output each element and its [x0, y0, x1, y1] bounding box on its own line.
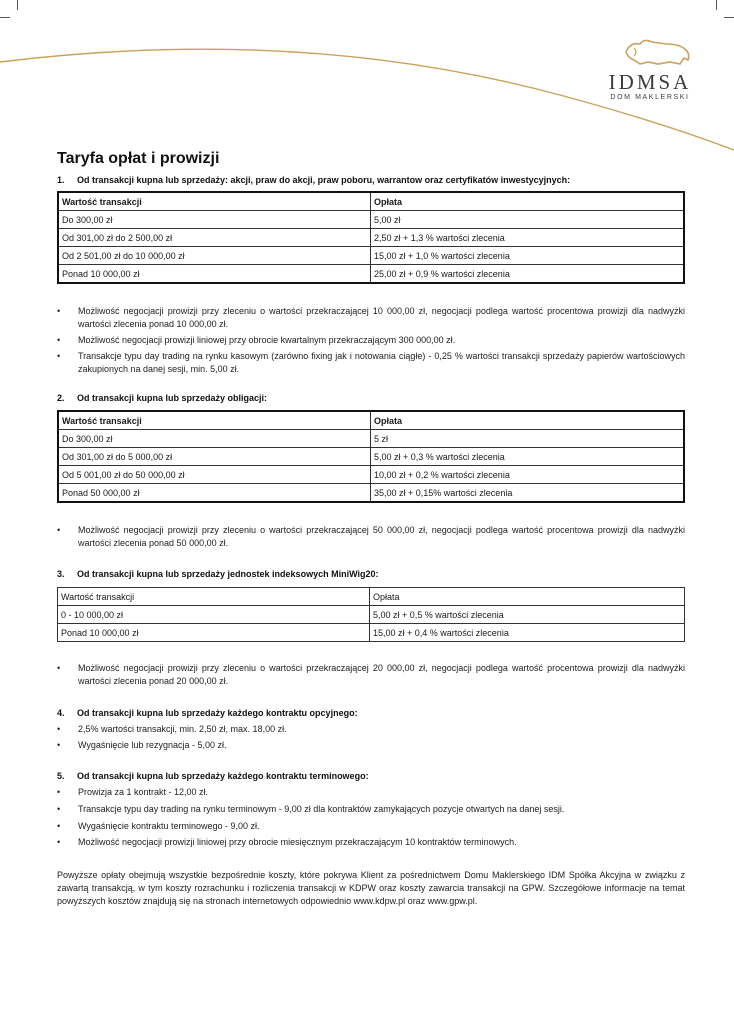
table-row: [58, 484, 684, 503]
bullet-icon: •: [57, 724, 61, 734]
table-header-cell: Wartość transakcji: [58, 411, 371, 430]
table-cell: 5,00 zł + 0,3 % wartości zlecenia: [371, 448, 685, 466]
table-cell: Ponad 10 000,00 zł: [58, 624, 370, 642]
list-item-text: Prowizja za 1 kontrakt - 12,00 zł.: [78, 787, 209, 797]
table-header-cell: Opłata: [371, 411, 685, 430]
table-cell: 5,00 zł + 0,5 % wartości zlecenia: [370, 606, 685, 624]
table-cell: 5 zł: [371, 430, 685, 448]
list-item: [57, 334, 685, 347]
section-5-heading: [57, 771, 687, 781]
table-cell: 25,00 zł + 0,9 % wartości zlecenia: [371, 265, 685, 284]
list-item-text: Możliwość negocjacji prowizji przy zleceniu o wartości przekraczającej 20 000,00 zł, negocjacji podlega wartość procentowa prowizji dla nadwyżki wartości zlecenia ponad 20 000,00 zł.: [78, 663, 685, 686]
fee-table-3: [57, 587, 685, 642]
list-item-text: Transakcje typu day trading na rynku terminowym - 9,00 zł dla kontraktów zamykających pozycje otwartych na danej sesji.: [78, 804, 565, 814]
bullet-icon: •: [57, 335, 61, 345]
table-row: [58, 430, 684, 448]
section-number: 1.: [57, 175, 65, 185]
table-cell: 10,00 zł + 0,2 % wartości zlecenia: [371, 466, 685, 484]
table-cell: Do 300,00 zł: [58, 430, 371, 448]
table-cell: Ponad 10 000,00 zł: [58, 265, 371, 284]
list-item: [57, 739, 685, 752]
table-header-cell: Opłata: [371, 192, 685, 211]
list-item: [57, 305, 685, 331]
bullet-icon: •: [57, 821, 61, 831]
section-number: 2.: [57, 393, 65, 403]
section-title: Od transakcji kupna lub sprzedaży: akcji, praw do akcji, praw poboru, warrantow oraz certyfikatów inwestycyjnych:: [77, 175, 571, 185]
list-item-text: Transakcje typu day trading na rynku kasowym (zarówno fixing jak i notowania ciągłe) - 0,25 % wartości transakcji sprzedaży papierów wartościowych zakupionych na danej sesji, min. 5,00 zł.: [78, 351, 685, 374]
list-item: [57, 836, 685, 849]
table-cell: 0 - 10 000,00 zł: [58, 606, 370, 624]
table-row: [58, 606, 685, 624]
bullet-icon: •: [57, 525, 61, 535]
table-cell: Ponad 50 000,00 zł: [58, 484, 371, 503]
section-1-heading: [57, 175, 687, 185]
table-header-cell: Opłata: [370, 588, 685, 606]
table-cell: Od 5 001,00 zł do 50 000,00 zł: [58, 466, 371, 484]
list-item: [57, 524, 685, 550]
list-item: [57, 723, 685, 736]
table-cell: Do 300,00 zł: [58, 211, 371, 229]
list-item: [57, 662, 685, 688]
table-row: [58, 211, 684, 229]
table-row: [58, 229, 684, 247]
logo-subtitle: DOM MAKLERSKI: [610, 94, 690, 101]
section-3-heading: [57, 569, 687, 579]
table-header-row: [58, 588, 685, 606]
bullet-icon: •: [57, 351, 61, 361]
table-header-row: [58, 411, 684, 430]
fee-table-2: [57, 410, 685, 503]
section-title: Od transakcji kupna lub sprzedaży obligacji:: [77, 393, 268, 403]
section-title: Od transakcji kupna lub sprzedaży każdego kontraktu opcyjnego:: [77, 708, 358, 718]
table-cell: Od 301,00 zł do 2 500,00 zł: [58, 229, 371, 247]
list-item: [57, 803, 685, 816]
list-item-text: Możliwość negocjacji prowizji przy zleceniu o wartości przekraczającej 50 000,00 zł, negocjacji podlega wartość procentowa prowizji dla nadwyżki wartości zlecenia ponad 50 000,00 zł.: [78, 525, 685, 548]
table-cell: 15,00 zł + 0,4 % wartości zlecenia: [370, 624, 685, 642]
table-cell: Od 301,00 zł do 5 000,00 zł: [58, 448, 371, 466]
table-cell: Od 2 501,00 zł do 10 000,00 zł: [58, 247, 371, 265]
table-row: [58, 448, 684, 466]
table-cell: 2,50 zł + 1,3 % wartości zlecenia: [371, 229, 685, 247]
fee-table-1: [57, 191, 685, 284]
section-number: 3.: [57, 569, 65, 579]
table-cell: 5,00 zł: [371, 211, 685, 229]
page-title: Taryfa opłat i prowizji: [57, 150, 220, 167]
list-item: [57, 820, 685, 833]
section-4-heading: [57, 708, 687, 718]
list-item-text: Wygaśnięcie kontraktu terminowego - 9,00 zł.: [78, 821, 260, 831]
bullet-icon: •: [57, 837, 61, 847]
section-number: 4.: [57, 708, 65, 718]
table-row: [58, 247, 684, 265]
bullet-icon: •: [57, 663, 61, 673]
table-row: [58, 265, 684, 284]
list-item: [57, 786, 685, 799]
section-2-heading: [57, 393, 687, 403]
table-row: [58, 466, 684, 484]
table-header-row: [58, 192, 684, 211]
logo-wordmark: IDMSA: [608, 70, 692, 94]
bullet-icon: •: [57, 787, 61, 797]
bullet-icon: •: [57, 740, 61, 750]
list-item-text: Możliwość negocjacji prowizji liniowej przy obrocie kwartalnym przekraczającym 300 000,00 zł.: [78, 335, 456, 345]
table-cell: 35,00 zł + 0,15% wartości zlecenia: [371, 484, 685, 503]
list-item: [57, 350, 685, 376]
section-number: 5.: [57, 771, 65, 781]
list-item-text: Wygaśnięcie lub rezygnacja - 5,00 zł.: [78, 740, 227, 750]
footer-note: Powyższe opłaty obejmują wszystkie bezpośrednie koszty, które pokrywa Klient za pośrednictwem Domu Maklerskiego IDM Spółka Akcyjna w związku z zawartą transakcją, w tym koszty rozrachunku i rozliczenia transakcji w KDPW oraz koszty zawarcia transakcji na GPW. Szczegółowe informacje na temat powyższych kosztów znajdują się na stronach internetowych odpowiednio www.kdpw.pl oraz www.gpw.pl.: [57, 870, 685, 906]
table-row: [58, 624, 685, 642]
list-item-text: 2,5% wartości transakcji, min. 2,50 zł, max. 18,00 zł.: [78, 724, 287, 734]
table-header-cell: Wartość transakcji: [58, 192, 371, 211]
list-item-text: Możliwość negocjacji prowizji przy zleceniu o wartości przekraczającej 10 000,00 zł, negocjacji podlega wartość procentowa prowizji dla nadwyżki wartości zlecenia ponad 10 000,00 zł.: [78, 306, 685, 329]
section-title: Od transakcji kupna lub sprzedaży każdego kontraktu terminowego:: [77, 771, 369, 781]
list-item-text: Możliwość negocjacji prowizji liniowej przy obrocie miesięcznym przekraczającym 10 kontraktów terminowych.: [78, 837, 517, 847]
section-title: Od transakcji kupna lub sprzedaży jednostek indeksowych MiniWig20:: [77, 569, 379, 579]
table-header-cell: Wartość transakcji: [58, 588, 370, 606]
table-cell: 15,00 zł + 1,0 % wartości zlecenia: [371, 247, 685, 265]
bullet-icon: •: [57, 804, 61, 814]
bullet-icon: •: [57, 306, 61, 316]
